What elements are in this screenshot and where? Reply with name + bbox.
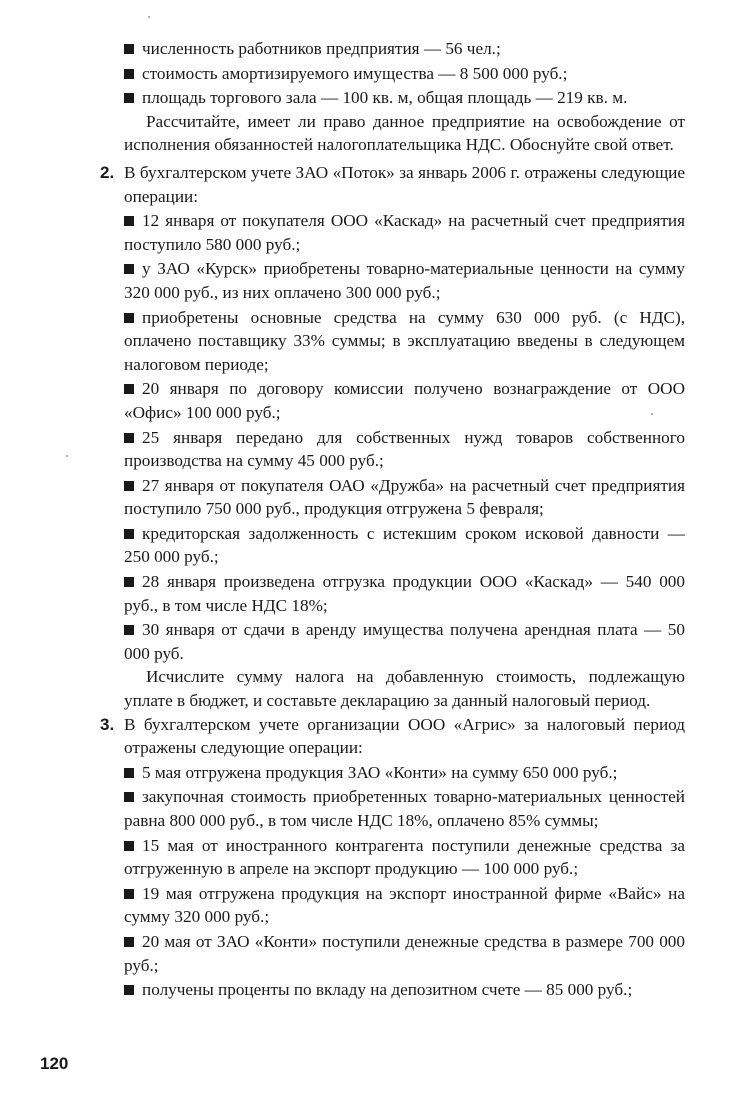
bullet-text: численность работников предприятия — 56 чел.; <box>142 39 501 58</box>
bullet-square-icon <box>124 264 134 274</box>
task-item <box>124 570 685 617</box>
task-item <box>124 377 685 424</box>
intro-bullet <box>124 62 685 86</box>
bullet-square-icon <box>124 529 134 539</box>
task-item-text: у ЗАО «Курск» приобретены товарно-материальные ценности на сумму 320 000 руб., из них оплачено 300 000 руб.; <box>124 259 685 302</box>
task-item <box>124 978 685 1002</box>
task-item-text: закупочная стоимость приобретенных товарно-материальных ценностей равна 800 000 руб., в том числе НДС 18%, оплачено 85% суммы; <box>124 787 685 830</box>
page-content <box>100 36 685 1002</box>
task-item <box>124 618 685 665</box>
task-item <box>124 882 685 929</box>
task-item-text: получены проценты по вкладу на депозитном счете — 85 000 руб.; <box>142 980 633 1000</box>
scan-speck <box>148 16 150 18</box>
bullet-square-icon <box>124 768 134 778</box>
bullet-square-icon <box>124 792 134 802</box>
bullet-text: площадь торгового зала — 100 кв. м, общая площадь — 219 кв. м. <box>142 88 628 108</box>
task-item-text: приобретены основные средства на сумму 630 000 руб. (с НДС), оплачено поставщику 33% суммы; в эксплуатацию введены в следующем налоговом периоде; <box>124 307 685 374</box>
task-item-text: 20 января по договору комиссии получено вознаграждение от ООО «Офис» 100 000 руб.; <box>124 379 685 422</box>
task-item <box>124 474 685 521</box>
bullet-square-icon <box>124 216 134 226</box>
bullet-square-icon <box>124 985 134 995</box>
bullet-square-icon <box>124 313 134 323</box>
bullet-square-icon <box>124 69 134 79</box>
task-item <box>124 306 685 377</box>
scan-speck <box>651 413 653 415</box>
task-2 <box>100 161 685 713</box>
task-item-text: 30 января от сдачи в аренду имущества получена арендная плата — 50 000 руб. <box>124 620 685 663</box>
task-intro: В бухгалтерском учете ЗАО «Поток» за январь 2006 г. отражены следующие операции: <box>124 162 685 206</box>
task-item-text: 25 января передано для собственных нужд товаров собственного производства на сумму 45 000 руб.; <box>124 427 685 471</box>
task-item-text: 19 мая отгружена продукция на экспорт иностранной фирме «Вайс» на сумму 320 000 руб.; <box>124 883 685 927</box>
task-item-text: 15 мая от иностранного контрагента поступили денежные средства за отгруженную в апреле на экспорт продукцию — 100 000 руб.; <box>124 835 685 879</box>
intro-bullet <box>124 86 685 110</box>
task-item <box>124 761 685 785</box>
bullet-square-icon <box>124 577 134 587</box>
task-item <box>124 209 685 256</box>
scan-speck <box>66 455 68 457</box>
task-item <box>124 834 685 881</box>
task-item-text: 5 мая отгружена продукция ЗАО «Конти» на сумму 650 000 руб.; <box>142 762 618 782</box>
task-item <box>124 522 685 569</box>
bullet-square-icon <box>124 384 134 394</box>
bullet-square-icon <box>124 937 134 947</box>
task-item <box>124 785 685 832</box>
intro-bullet <box>124 37 685 61</box>
task-number: 3. <box>100 714 115 734</box>
task-item-text: кредиторская задолженность с истекшим сроком исковой давности — 250 000 руб.; <box>124 523 685 567</box>
task-item <box>124 426 685 473</box>
bullet-square-icon <box>124 93 134 103</box>
task-item <box>124 257 685 304</box>
task-item-text: 28 января произведена отгрузка продукции ООО «Каскад» — 540 000 руб., в том числе НДС 18%; <box>124 572 685 615</box>
bullet-text: стоимость амортизируемого имущества — 8 500 000 руб.; <box>142 63 568 83</box>
bullet-square-icon <box>124 481 134 491</box>
task-item-text: 12 января от покупателя ООО «Каскад» на расчетный счет предприятия поступило 580 000 руб.; <box>124 211 685 254</box>
task-intro: В бухгалтерском учете организации ООО «Агрис» за налоговый период отражены следующие операции: <box>124 714 685 758</box>
bullet-square-icon <box>124 433 134 443</box>
intro-question: Рассчитайте, имеет ли право данное предприятие на освобождение от исполнения обязанностей налогоплательщика НДС. Обоснуйте свой ответ. <box>124 111 685 155</box>
task-item <box>124 930 685 977</box>
bullet-square-icon <box>124 625 134 635</box>
bullet-square-icon <box>124 889 134 899</box>
task-item-text: 27 января от покупателя ОАО «Дружба» на расчетный счет предприятия поступило 750 000 руб., продукция отгружена 5 февраля; <box>124 475 685 519</box>
task-3 <box>100 713 685 1002</box>
task-question: Исчислите сумму налога на добавленную стоимость, подлежащую уплате в бюджет, и составьте декларацию за данный налоговый период. <box>124 667 685 711</box>
page-number: 120 <box>40 1054 69 1073</box>
task-item-text: 20 мая от ЗАО «Конти» поступили денежные средства в размере 700 000 руб.; <box>124 931 685 975</box>
task-number: 2. <box>100 162 115 182</box>
bullet-square-icon <box>124 841 134 851</box>
bullet-square-icon <box>124 44 134 54</box>
